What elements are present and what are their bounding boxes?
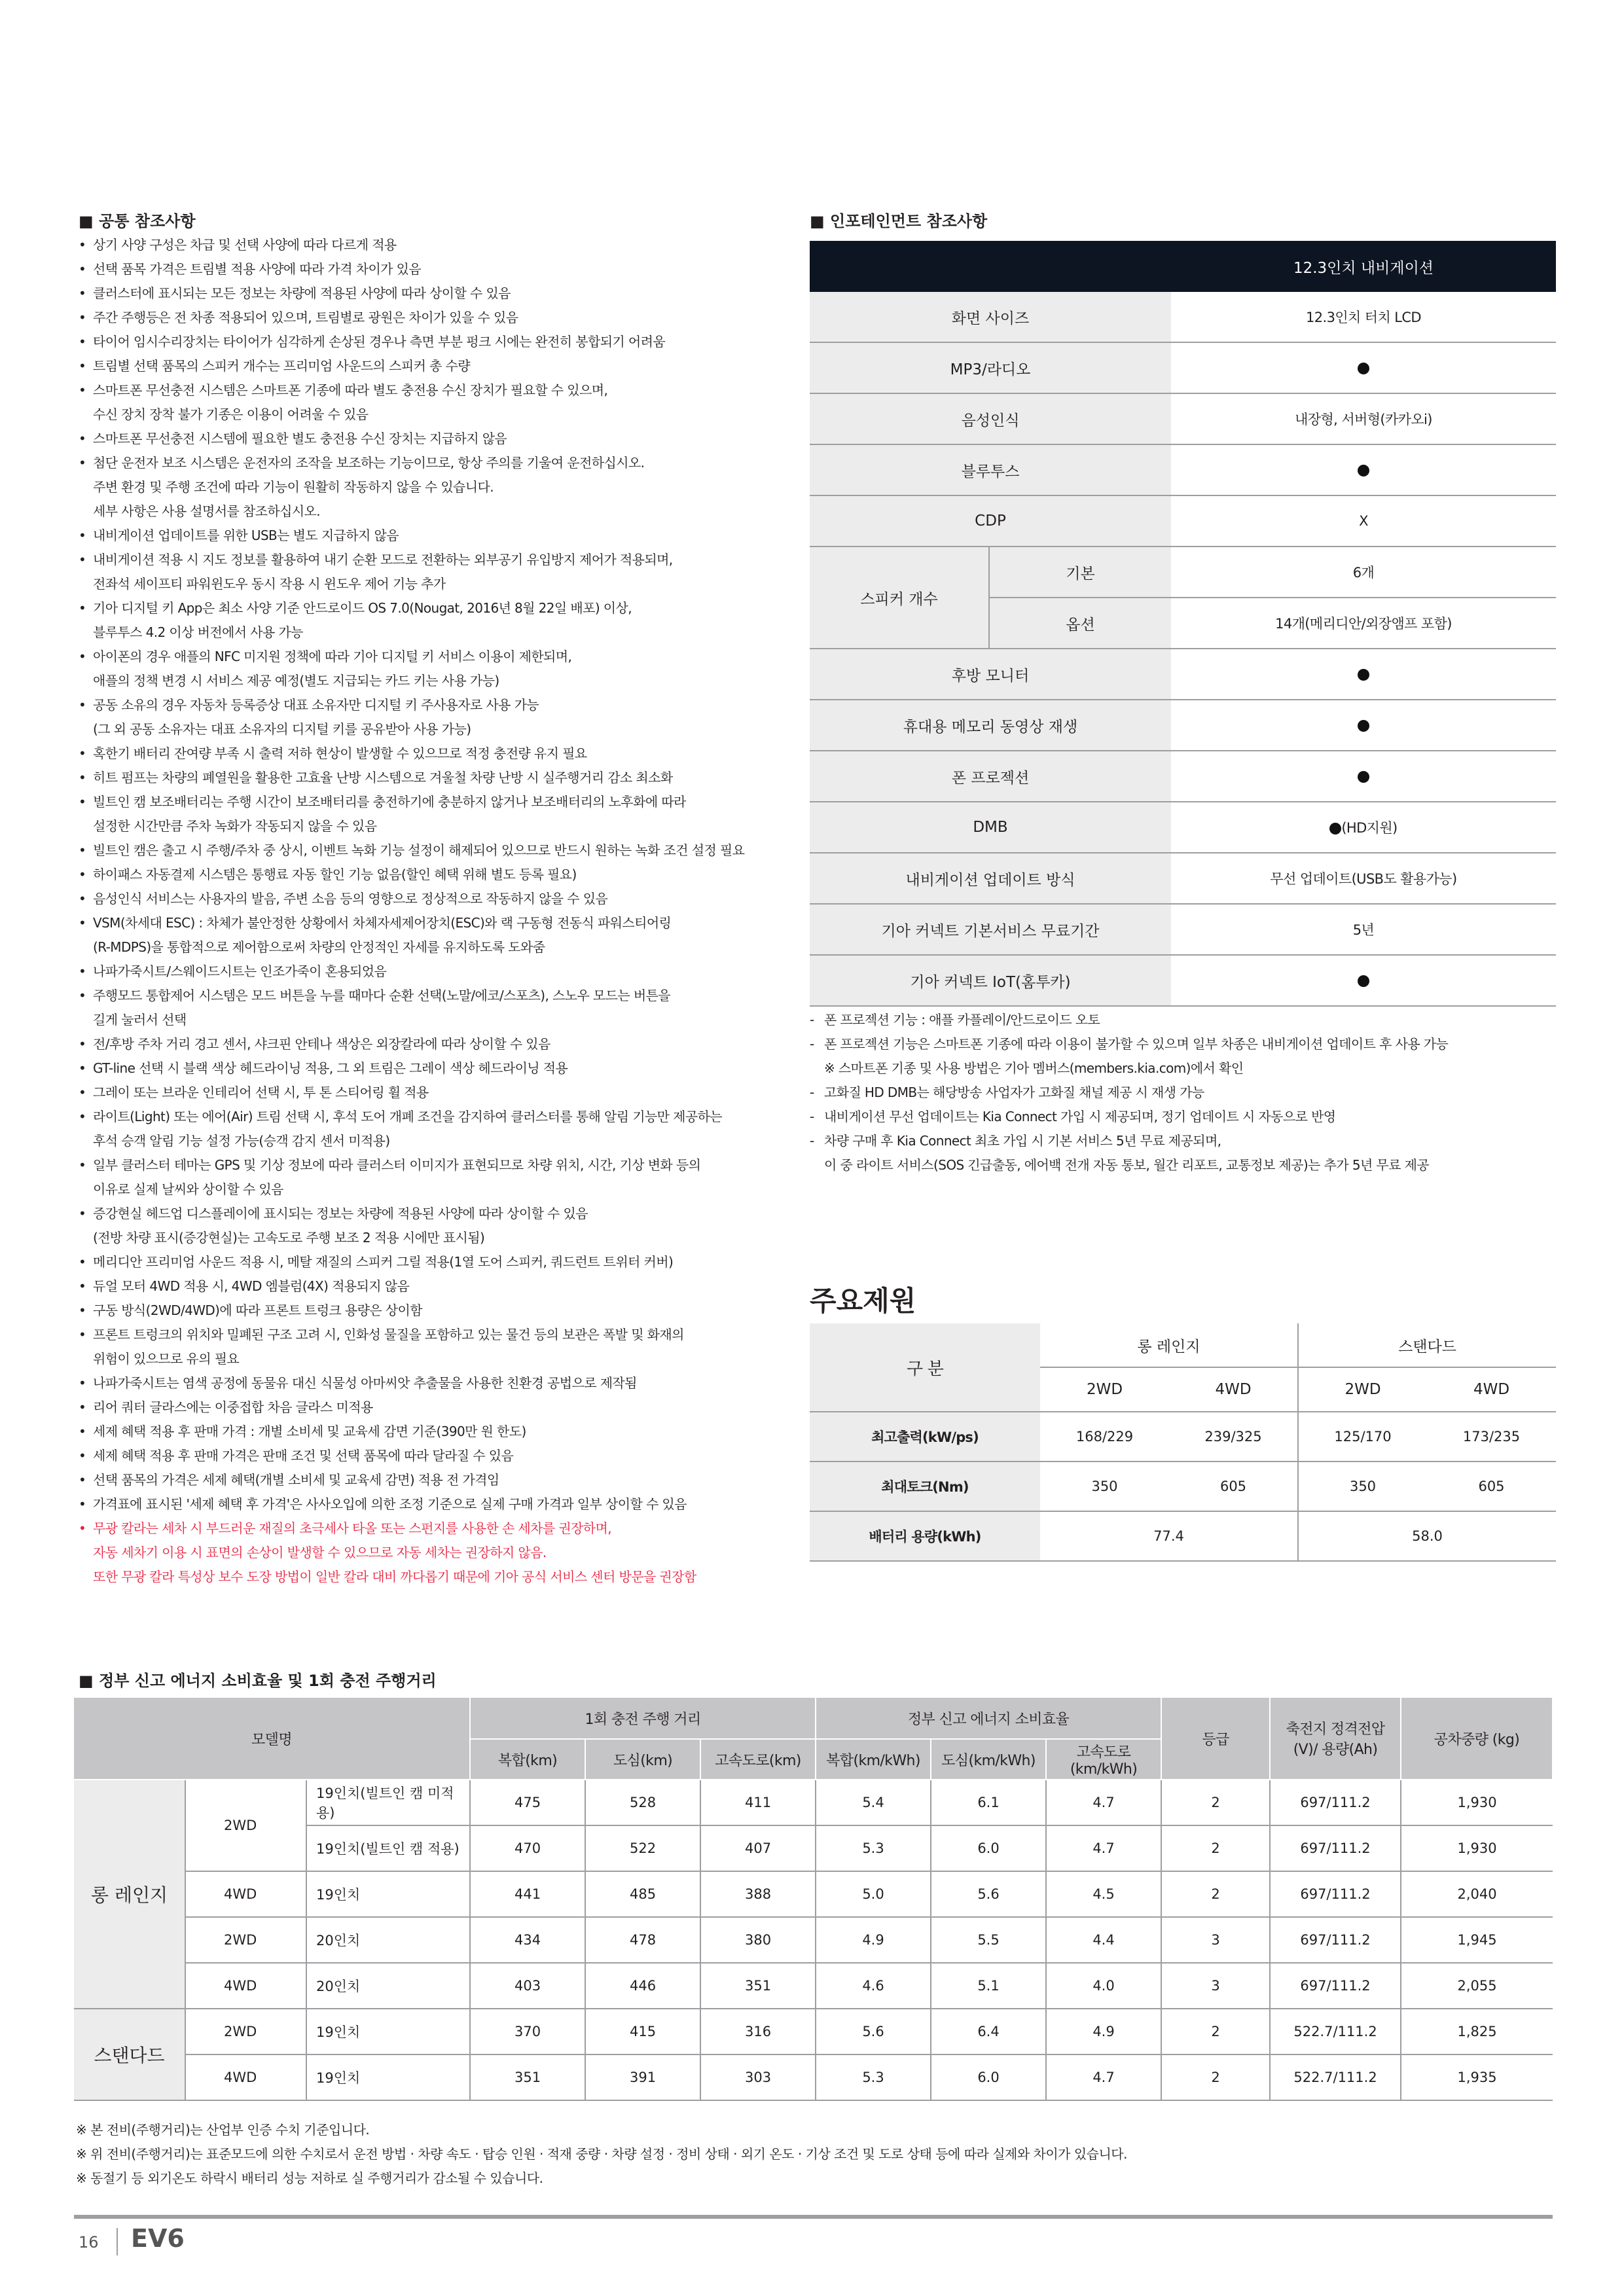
efficiency-title: ■ 정부 신고 에너지 소비효율 및 1회 충전 주행거리 (79, 1672, 437, 1690)
efficiency-value: 1,825 (1401, 2009, 1553, 2054)
note-item (79, 524, 744, 548)
note-item (79, 1323, 744, 1371)
efficiency-value: 5.6 (816, 2009, 931, 2054)
note-line: • 선택 품목의 가격은 세제 혜택(개별 소비세 및 교육세 감면) 적용 전 가격임 (93, 1472, 499, 1488)
note-line: 후석 승객 알림 기능 설정 가능(승객 감지 센서 미적용) (93, 1133, 390, 1149)
infotainment-table (810, 241, 1556, 1007)
infotainment-row (810, 751, 1556, 802)
efficiency-drive: 4WD (185, 2054, 306, 2100)
infotainment-value: 6개 (1171, 547, 1556, 598)
efficiency-value: 478 (585, 1917, 700, 1963)
efficiency-value: 485 (585, 1871, 700, 1917)
efficiency-subheader: 고속도로(km/kWh) (1046, 1739, 1161, 1780)
note-line: • 리어 쿼터 글라스에는 이중접합 차음 글라스 미적용 (93, 1399, 373, 1415)
note-item (79, 984, 744, 1032)
note-line: • 음성인식 서비스는 사용자의 발음, 주변 소음 등의 영향으로 정상적으로 작동하지 않을 수 있음 (93, 891, 608, 906)
efficiency-value: 6.1 (931, 1780, 1046, 1825)
note-item (79, 911, 744, 960)
specs-value: 239/325 (1169, 1412, 1298, 1462)
note-item (79, 1105, 744, 1153)
note-item (810, 1008, 1448, 1032)
efficiency-value: 697/111.2 (1270, 1780, 1401, 1825)
efficiency-value: 351 (700, 1963, 816, 2009)
infotainment-row-label: 화면 사이즈 (810, 292, 1171, 342)
infotainment-value (1171, 700, 1556, 751)
efficiency-value: 5.6 (931, 1871, 1046, 1917)
infotainment-value (1171, 802, 1556, 853)
filled-circle-icon (1358, 975, 1369, 987)
efficiency-drive: 2WD (185, 1780, 306, 1871)
efficiency-value: 475 (470, 1780, 585, 1825)
efficiency-value: 470 (470, 1825, 585, 1871)
note-item (79, 790, 744, 838)
note-line: • 빌트인 캠은 출고 시 주행/주차 중 상시, 이벤트 녹화 기능 설정이 해제되어 있으므로 반드시 원하는 녹화 조건 설정 필요 (93, 842, 745, 858)
efficiency-value: 2 (1161, 1871, 1270, 1917)
footer-rule (74, 2215, 1553, 2219)
infotainment-row-label: MP3/라디오 (810, 342, 1171, 393)
specs-battery-row (810, 1511, 1556, 1561)
efficiency-value: 434 (470, 1917, 585, 1963)
infotainment-row-label: 내비게이션 업데이트 방식 (810, 853, 1171, 904)
infotainment-row-label: 음성인식 (810, 393, 1171, 444)
efficiency-value: 2,040 (1401, 1871, 1553, 1917)
note-line: • 메리디안 프리미엄 사운드 적용 시, 메탈 재질의 스피커 그릴 적용(1열 도어 스피커, 쿼드런트 트위터 커버) (93, 1254, 674, 1270)
efficiency-grade-header: 등급 (1161, 1697, 1270, 1780)
efficiency-value: 391 (585, 2054, 700, 2100)
efficiency-value: 4.7 (1046, 2054, 1161, 2100)
note-line: • 혹한기 배터리 잔여량 부족 시 출력 저하 현상이 발생할 수 있으므로 적정 충전량 유지 필요 (93, 745, 587, 761)
note-line: • 구동 방식(2WD/4WD)에 따라 프론트 트렁크 용량은 상이함 (93, 1302, 422, 1318)
efficiency-value: 446 (585, 1963, 700, 2009)
specs-value: 350 (1040, 1462, 1169, 1511)
efficiency-value: 4.7 (1046, 1780, 1161, 1825)
note-line: • 라이트(Light) 또는 에어(Air) 트림 선택 시, 후석 도어 개폐 조건을 감지하여 클러스터를 통해 알림 기능만 제공하는 (93, 1109, 723, 1124)
note-line: 애플의 정책 변경 시 서비스 제공 예정(별도 지급되는 카드 키는 사용 가능) (93, 673, 499, 689)
efficiency-value: 1,945 (1401, 1917, 1553, 1963)
infotainment-sub-label: 옵션 (989, 598, 1171, 649)
infotainment-sub-label: 기본 (989, 547, 1171, 598)
efficiency-value: 1,930 (1401, 1825, 1553, 1871)
note-item (810, 1032, 1448, 1081)
efficiency-value: 380 (700, 1917, 816, 1963)
note-line: • 세제 혜택 적용 후 판매 가격은 판매 조건 및 선택 품목에 따라 달라질 수 있음 (93, 1448, 514, 1463)
efficiency-value: 2 (1161, 2054, 1270, 2100)
infotainment-value (1171, 751, 1556, 802)
efficiency-model-name: 스탠다드 (74, 2009, 185, 2100)
efficiency-value: 5.4 (816, 1780, 931, 1825)
efficiency-drive: 2WD (185, 2009, 306, 2054)
note-item (79, 1250, 744, 1274)
note-item (810, 1081, 1448, 1105)
note-item (79, 354, 744, 378)
infotainment-value: X (1171, 495, 1556, 547)
efficiency-value: 2,055 (1401, 1963, 1553, 2009)
specs-value: 125/170 (1298, 1412, 1427, 1462)
note-line: • 첨단 운전자 보조 시스템은 운전자의 조작을 보조하는 기능이므로, 항상 주의를 기울여 운전하십시오. (93, 455, 645, 471)
infotainment-row (810, 342, 1556, 393)
note-line: • 증강현실 헤드업 디스플레이에 표시되는 정보는 차량에 적용된 사양에 따라 상이할 수 있음 (93, 1206, 588, 1221)
infotainment-row (810, 853, 1556, 904)
note-item (79, 1153, 744, 1202)
efficiency-value: 351 (470, 2054, 585, 2100)
efficiency-value: 388 (700, 1871, 816, 1917)
efficiency-value: 403 (470, 1963, 585, 2009)
infotainment-row-label: DMB (810, 802, 1171, 853)
infotainment-title: ■ 인포테인먼트 참조사항 (810, 212, 988, 230)
specs-drive-header: 2WD (1298, 1367, 1427, 1412)
specs-title: 주요제원 (810, 1285, 916, 1317)
efficiency-value: 370 (470, 2009, 585, 2054)
efficiency-model-name: 롱 레인지 (74, 1780, 185, 2009)
efficiency-subheader: 도심(km) (585, 1739, 700, 1780)
efficiency-value: 522 (585, 1825, 700, 1871)
note-item (79, 1274, 744, 1299)
efficiency-value: 697/111.2 (1270, 1871, 1401, 1917)
note-item (79, 693, 744, 742)
note-item (79, 1468, 744, 1492)
note-item (79, 887, 744, 911)
note-line: • 전/후방 주차 거리 경고 센서, 샤크핀 안테나 색상은 외장칼라에 따라 상이할 수 있음 (93, 1036, 550, 1052)
note-line: • 기아 디지털 키 App은 최소 사양 기준 안드로이드 OS 7.0(Nougat, 2016년 8월 22일 배포) 이상, (93, 600, 632, 616)
note-item (79, 742, 744, 766)
efficiency-value: 316 (700, 2009, 816, 2054)
specs-row (810, 1412, 1556, 1462)
note-item (79, 378, 744, 427)
note-line: • 아이폰의 경우 애플의 NFC 미지원 정책에 따라 기아 디지털 키 서비스 이용이 제한되며, (93, 649, 572, 664)
specs-division-header: 구 분 (810, 1323, 1040, 1412)
note-item (79, 1492, 744, 1516)
infotainment-value: 5년 (1171, 904, 1556, 955)
note-line: • 상기 사양 구성은 차급 및 선택 사양에 따라 다르게 적용 (93, 237, 397, 253)
note-item (79, 548, 744, 596)
specs-value: 173/235 (1427, 1412, 1556, 1462)
infotainment-row (810, 904, 1556, 955)
efficiency-value: 4.5 (1046, 1871, 1161, 1917)
footer-divider (117, 2228, 118, 2255)
note-item (79, 1371, 744, 1395)
note-item (79, 233, 744, 257)
efficiency-value: 2 (1161, 2009, 1270, 2054)
efficiency-value: 415 (585, 2009, 700, 2054)
note-line: • 내비게이션 적용 시 지도 정보를 활용하여 내기 순환 모드로 전환하는 외부공기 유입방지 제어가 적용되며, (93, 552, 673, 567)
note-line: 자동 세차기 이용 시 표면의 손상이 발생할 수 있으므로 자동 세차는 권장하지 않음. (93, 1545, 547, 1560)
efficiency-value: 441 (470, 1871, 585, 1917)
note-line: - 폰 프로젝션 기능은 스마트폰 기종에 따라 이용이 불가할 수 있으며 일부 차종은 내비게이션 업데이트 후 사용 가능 (824, 1036, 1449, 1052)
specs-value: 350 (1298, 1462, 1427, 1511)
infotainment-column-header: 12.3인치 내비게이션 (1171, 241, 1556, 292)
note-line: ※ 스마트폰 기종 및 사용 방법은 기아 멤버스(members.kia.com)에서 확인 (824, 1060, 1244, 1076)
efficiency-model-header: 모델명 (74, 1697, 470, 1780)
infotainment-value: 14개(메리디안/외장앰프 포함) (1171, 598, 1556, 649)
infotainment-value (1171, 444, 1556, 495)
efficiency-range-header: 1회 충전 주행 거리 (470, 1697, 816, 1739)
note-line: • GT-line 선택 시 블랙 색상 헤드라이닝 적용, 그 외 트림은 그레이 색상 헤드라이닝 적용 (93, 1060, 568, 1076)
efficiency-table (74, 1696, 1553, 2101)
infotainment-row (810, 802, 1556, 853)
note-line: • 세제 혜택 적용 후 판매 가격 : 개별 소비세 및 교육세 감면 기준(390만 원 한도) (93, 1424, 526, 1439)
efficiency-subheader: 도심(km/kWh) (931, 1739, 1046, 1780)
efficiency-subheader: 복합(km/kWh) (816, 1739, 931, 1780)
infotainment-value (1171, 342, 1556, 393)
filled-circle-icon (1358, 363, 1369, 374)
note-line: 전좌석 세이프티 파워윈도우 동시 작용 시 윈도우 제어 기능 추가 (93, 576, 446, 592)
infotainment-row-label: 스피커 개수 (810, 547, 989, 649)
square-bullet-icon: ■ (79, 1672, 94, 1690)
efficiency-drive: 4WD (185, 1871, 306, 1917)
efficiency-value: 5.5 (931, 1917, 1046, 1963)
common-notes-list (79, 233, 744, 1589)
infotainment-row (810, 955, 1556, 1006)
note-item (79, 645, 744, 693)
note-line: - 고화질 HD DMB는 해당방송 사업자가 고화질 채널 제공 시 재생 가능 (824, 1085, 1204, 1100)
efficiency-value: 407 (700, 1825, 816, 1871)
note-line: - 폰 프로젝션 기능 : 애플 카플레이/안드로이드 오토 (824, 1012, 1100, 1028)
note-line: 위험이 있으므로 유의 필요 (93, 1351, 240, 1367)
specs-drive-header: 2WD (1040, 1367, 1169, 1412)
note-line: • 빌트인 캠 보조배터리는 주행 시간이 보조배터리를 충전하기에 충분하지 않거나 보조배터리의 노후화에 따라 (93, 794, 686, 810)
note-item (79, 330, 744, 354)
filled-circle-icon (1358, 669, 1369, 681)
note-line: • 스마트폰 무선충전 시스템은 스마트폰 기종에 따라 별도 충전용 수신 장치가 필요할 수 있으며, (93, 382, 608, 398)
efficiency-subheader: 고속도로(km) (700, 1739, 816, 1780)
note-line: • 나파가죽시트는 염색 공정에 동물유 대신 식물성 아마씨앗 추출물을 사용한 친환경 공법으로 제작됨 (93, 1375, 637, 1391)
note-item (79, 863, 744, 887)
note-line: (그 외 공동 소유자는 대표 소유자의 디지털 키를 공유받아 사용 가능) (93, 721, 471, 737)
specs-value: 605 (1427, 1462, 1556, 1511)
infotainment-row-label: 휴대용 메모리 동영상 재생 (810, 700, 1171, 751)
note-line: 수신 장치 장착 불가 기종은 이용이 어려울 수 있음 (93, 406, 369, 422)
efficiency-value: 303 (700, 2054, 816, 2100)
infotainment-row (810, 547, 1556, 598)
filled-circle-icon (1329, 823, 1341, 834)
note-line: (전방 차량 표시(증강현실)는 고속도로 주행 보조 2 적용 시에만 표시됨) (93, 1230, 485, 1246)
note-line: (R-MDPS)을 통합적으로 제어함으로써 차량의 안정적인 자세를 유지하도록 도와줌 (93, 939, 545, 955)
efficiency-value: 5.3 (816, 2054, 931, 2100)
efficiency-value: 4.6 (816, 1963, 931, 2009)
note-line: • 클러스터에 표시되는 모든 정보는 차량에 적용된 사양에 따라 상이할 수 있음 (93, 285, 511, 301)
note-line: • 가격표에 표시된 '세제 혜택 후 가격'은 사사오입에 의한 조정 기준으로 실제 구매 가격과 일부 상이할 수 있음 (93, 1496, 687, 1512)
efficiency-value: 1,930 (1401, 1780, 1553, 1825)
infotainment-row-label: 기아 커넥트 IoT(홈투카) (810, 955, 1171, 1006)
infotainment-row (810, 649, 1556, 700)
footnote: ※ 본 전비(주행거리)는 산업부 인증 수치 기준입니다. (76, 2122, 370, 2138)
note-line: • 그레이 또는 브라운 인테리어 선택 시, 투 톤 스티어링 휠 적용 (93, 1085, 429, 1100)
note-item (79, 306, 744, 330)
note-item (79, 1395, 744, 1420)
infotainment-row (810, 495, 1556, 547)
note-line: • 타이어 임시수리장치는 타이어가 심각하게 손상된 경우나 측면 부분 펑크 시에는 완전히 봉합되기 어려움 (93, 334, 666, 350)
note-line: - 내비게이션 무선 업데이트는 Kia Connect 가입 시 제공되며, 정기 업데이트 시 자동으로 반영 (824, 1109, 1336, 1124)
efficiency-value: 2 (1161, 1780, 1270, 1825)
note-line: • 하이패스 자동결제 시스템은 통행료 자동 할인 기능 없음(할인 혜택 위해 별도 등록 필요) (93, 867, 577, 882)
note-item (810, 1105, 1448, 1129)
note-item (79, 427, 744, 451)
infotainment-row (810, 444, 1556, 495)
specs-row-label: 배터리 용량(kWh) (810, 1511, 1040, 1561)
efficiency-trim: 19인치 (306, 1871, 470, 1917)
efficiency-value: 697/111.2 (1270, 1963, 1401, 2009)
specs-value: 58.0 (1298, 1511, 1556, 1561)
note-line: • 나파가죽시트/스웨이드시트는 인조가죽이 혼용되었음 (93, 963, 387, 979)
efficiency-value: 4.7 (1046, 1825, 1161, 1871)
note-item (79, 1056, 744, 1081)
note-line: • 무광 칼라는 세차 시 부드러운 재질의 초극세사 타올 또는 스펀지를 사용한 손 세차를 권장하며, (93, 1520, 611, 1536)
note-item (79, 257, 744, 281)
efficiency-row (74, 1780, 1553, 1825)
specs-group-long-range: 롱 레인지 (1040, 1323, 1298, 1367)
note-item (810, 1129, 1448, 1177)
efficiency-value: 6.0 (931, 1825, 1046, 1871)
specs-value: 605 (1169, 1462, 1298, 1511)
efficiency-value: 522.7/111.2 (1270, 2054, 1401, 2100)
efficiency-drive: 4WD (185, 1963, 306, 2009)
infotainment-value: 무선 업데이트(USB도 활용가능) (1171, 853, 1556, 904)
square-bullet-icon: ■ (79, 212, 94, 230)
note-line: • 일부 클러스터 테마는 GPS 및 기상 정보에 따라 클러스터 이미지가 표현되므로 차량 위치, 시간, 기상 변화 등의 (93, 1157, 701, 1173)
infotainment-value: 내장형, 서버형(카카오i) (1171, 393, 1556, 444)
note-line: • 선택 품목 가격은 트림별 적용 사양에 따라 가격 차이가 있음 (93, 261, 422, 277)
specs-table (810, 1323, 1556, 1562)
note-line: 설정한 시간만큼 주차 녹화가 작동되지 않을 수 있음 (93, 818, 377, 834)
note-line: 또한 무광 칼라 특성상 보수 도장 방법이 일반 칼라 대비 까다롭기 때문에 기아 공식 서비스 센터 방문을 권장함 (93, 1569, 696, 1585)
note-item (79, 1032, 744, 1056)
note-item (79, 1202, 744, 1250)
note-item (79, 1420, 744, 1444)
square-bullet-icon: ■ (810, 212, 825, 230)
note-line: • 히트 펌프는 차량의 폐열원을 활용한 고효율 난방 시스템으로 겨울철 차량 난방 시 실주행거리 감소 최소화 (93, 770, 673, 785)
efficiency-row (74, 1871, 1553, 1917)
infotainment-row (810, 393, 1556, 444)
efficiency-value: 3 (1161, 1917, 1270, 1963)
efficiency-subheader: 복합(km) (470, 1739, 585, 1780)
efficiency-row (74, 1917, 1553, 1963)
note-item (79, 838, 744, 863)
efficiency-value: 522.7/111.2 (1270, 2009, 1401, 2054)
specs-drive-header: 4WD (1169, 1367, 1298, 1412)
infotainment-row-label: CDP (810, 495, 1171, 547)
efficiency-value: 4.0 (1046, 1963, 1161, 2009)
note-line: 길게 눌러서 선택 (93, 1012, 187, 1028)
note-line: • 스마트폰 무선충전 시스템에 필요한 별도 충전용 수신 장치는 지급하지 않음 (93, 431, 507, 446)
note-line: 블루투스 4.2 이상 버전에서 사용 가능 (93, 624, 303, 640)
efficiency-value: 6.4 (931, 2009, 1046, 2054)
efficiency-value: 6.0 (931, 2054, 1046, 2100)
efficiency-value: 697/111.2 (1270, 1825, 1401, 1871)
note-item (79, 766, 744, 790)
value-text: (HD지원) (1341, 820, 1398, 836)
specs-group-standard: 스탠다드 (1298, 1323, 1556, 1367)
efficiency-trim: 19인치(빌트인 캠 적용) (306, 1825, 470, 1871)
efficiency-trim: 20인치 (306, 1917, 470, 1963)
efficiency-value: 5.0 (816, 1871, 931, 1917)
efficiency-efficiency-header: 정부 신고 에너지 소비효율 (816, 1697, 1161, 1739)
infotainment-value: 12.3인치 터치 LCD (1171, 292, 1556, 342)
efficiency-value: 1,935 (1401, 2054, 1553, 2100)
specs-value: 77.4 (1040, 1511, 1298, 1561)
note-line: • 듀얼 모터 4WD 적용 시, 4WD 엠블럼(4X) 적용되지 않음 (93, 1278, 410, 1294)
infotainment-row (810, 292, 1556, 342)
efficiency-value: 5.3 (816, 1825, 931, 1871)
note-line: • VSM(차세대 ESC) : 차체가 불안정한 상황에서 차체자세제어장치(ESC)와 랙 구동형 전동식 파워스티어링 (93, 915, 672, 931)
note-line: 이 중 라이트 서비스(SOS 긴급출동, 에어백 전개 자동 통보, 월간 리포트, 교통정보 제공)는 추가 5년 무료 제공 (824, 1157, 1430, 1173)
efficiency-trim: 20인치 (306, 1963, 470, 2009)
infotainment-header-blank (810, 241, 1171, 292)
efficiency-battery-header: 축전지 정격전압(V)/ 용량(Ah) (1270, 1697, 1401, 1780)
efficiency-value: 2 (1161, 1825, 1270, 1871)
footer-model-name: EV6 (131, 2224, 185, 2253)
note-item (79, 1444, 744, 1468)
specs-row (810, 1462, 1556, 1511)
note-item (79, 451, 744, 524)
note-item (79, 960, 744, 984)
efficiency-value: 697/111.2 (1270, 1917, 1401, 1963)
note-item (79, 1299, 744, 1323)
efficiency-value: 528 (585, 1780, 700, 1825)
efficiency-value: 4.9 (816, 1917, 931, 1963)
efficiency-trim: 19인치 (306, 2054, 470, 2100)
efficiency-value: 4.9 (1046, 2009, 1161, 2054)
efficiency-value: 4.4 (1046, 1917, 1161, 1963)
filled-circle-icon (1358, 465, 1369, 476)
note-line: • 주행모드 통합제어 시스템은 모드 버튼을 누를 때마다 순환 선택(노말/에코/스포츠), 스노우 모드는 버튼을 (93, 988, 671, 1003)
note-item (79, 1081, 744, 1105)
infotainment-row (810, 700, 1556, 751)
efficiency-weight-header: 공차중량 (kg) (1401, 1697, 1553, 1780)
note-item (79, 596, 744, 645)
efficiency-footnotes (76, 2118, 1127, 2191)
infotainment-row-label: 기아 커넥트 기본서비스 무료기간 (810, 904, 1171, 955)
efficiency-row (74, 2009, 1553, 2054)
note-item (79, 281, 744, 306)
note-line: • 프론트 트렁크의 위치와 밀폐된 구조 고려 시, 인화성 물질을 포함하고 있는 물건 등의 보관은 폭발 및 화재의 (93, 1327, 684, 1342)
efficiency-value: 5.1 (931, 1963, 1046, 2009)
specs-value: 168/229 (1040, 1412, 1169, 1462)
efficiency-value: 3 (1161, 1963, 1270, 2009)
note-line: • 공동 소유의 경우 자동차 등록증상 대표 소유자만 디지털 키 주사용자로 사용 가능 (93, 697, 539, 713)
efficiency-drive: 2WD (185, 1917, 306, 1963)
efficiency-row (74, 1963, 1553, 2009)
footnote: ※ 동절기 등 외기온도 하락시 배터리 성능 저하로 실 주행거리가 감소될 수 있습니다. (76, 2170, 543, 2186)
filled-circle-icon (1358, 720, 1369, 732)
specs-row-label: 최대토크(Nm) (810, 1462, 1040, 1511)
specs-row-label: 최고출력(kW/ps) (810, 1412, 1040, 1462)
note-line: 세부 사항은 사용 설명서를 참조하십시오. (93, 503, 321, 519)
efficiency-trim: 19인치(빌트인 캠 미적용) (306, 1780, 470, 1825)
note-line: • 주간 주행등은 전 차종 적용되어 있으며, 트림별로 광원은 차이가 있을 수 있음 (93, 310, 518, 325)
infotainment-row-label: 후방 모니터 (810, 649, 1171, 700)
infotainment-notes-list (810, 1008, 1448, 1177)
note-line: - 차량 구매 후 Kia Connect 최초 가입 시 기본 서비스 5년 무료 제공되며, (824, 1133, 1221, 1149)
infotainment-value (1171, 955, 1556, 1006)
note-line: • 트림별 선택 품목의 스피커 개수는 프리미엄 사운드의 스피커 총 수량 (93, 358, 470, 374)
common-notes-title: ■ 공통 참조사항 (79, 212, 196, 230)
footnote: ※ 위 전비(주행거리)는 표준모드에 의한 수치로서 운전 방법 · 차량 속도 · 탑승 인원 · 적재 중량 · 차량 설정 · 정비 상태 · 외기 온도 · 기상 조건 및 도로 상태 등에 따라 실제와 차이가 있습니다. (76, 2146, 1127, 2162)
efficiency-trim: 19인치 (306, 2009, 470, 2054)
page-number: 16 (79, 2233, 99, 2251)
note-line: 주변 환경 및 주행 조건에 따라 기능이 원활히 작동하지 않을 수 있습니다. (93, 479, 494, 495)
note-line: • 내비게이션 업데이트를 위한 USB는 별도 지급하지 않음 (93, 528, 399, 543)
specs-drive-header: 4WD (1427, 1367, 1556, 1412)
note-line: 이유로 실제 날씨와 상이할 수 있음 (93, 1181, 283, 1197)
infotainment-row-label: 블루투스 (810, 444, 1171, 495)
infotainment-value (1171, 649, 1556, 700)
efficiency-row (74, 2054, 1553, 2100)
note-item (79, 1516, 744, 1589)
infotainment-row-label: 폰 프로젝션 (810, 751, 1171, 802)
efficiency-value: 411 (700, 1780, 816, 1825)
filled-circle-icon (1358, 771, 1369, 783)
